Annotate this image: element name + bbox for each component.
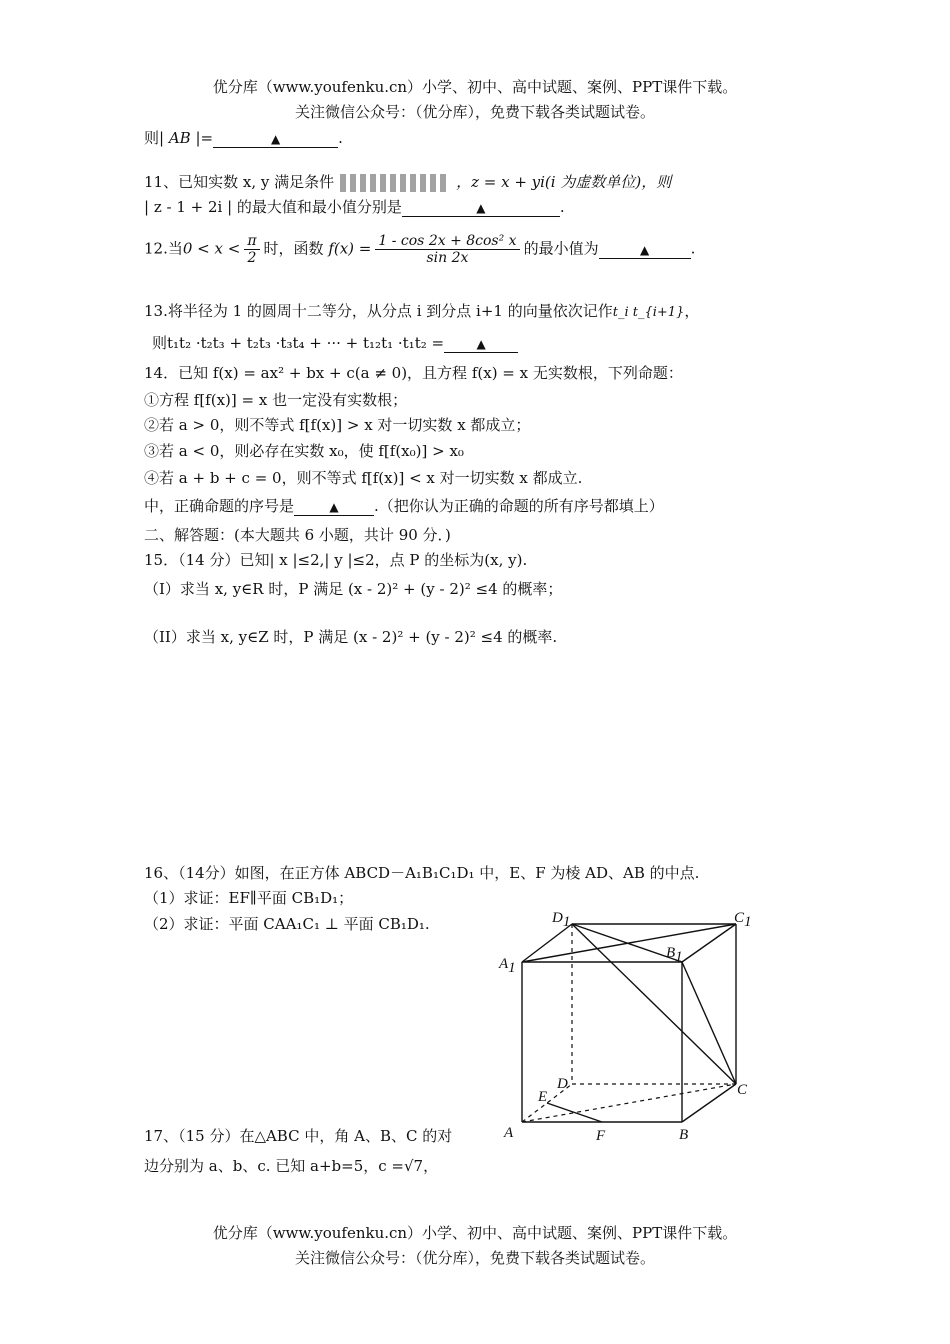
segment-EF: [547, 1103, 602, 1122]
edge-BC: [682, 1084, 736, 1122]
q12-text-1: 12.当: [144, 239, 183, 258]
section-2-heading: 二、解答题：(本大题共 6 小题，共计 90 分．): [144, 526, 451, 544]
q14-tail: [144, 495, 664, 516]
q12-end: .: [690, 239, 696, 258]
q13-text-2: ，: [684, 302, 700, 320]
q11-text-1: 11、已知实数 x, y 满足条件: [144, 173, 335, 191]
label-B1: B1: [666, 945, 683, 965]
q10-answer-blank: [213, 129, 338, 148]
diag-D1C: [572, 924, 736, 1084]
edge-B1C1: [682, 924, 736, 962]
q10-answer-line: [144, 127, 343, 148]
diag-B1C: [682, 962, 736, 1084]
label-E: E: [538, 1089, 548, 1105]
label-D1: D1: [552, 910, 571, 930]
q14-item-3: ③若 a < 0，则必存在实数 x₀，使 f[f(x₀)] > x₀: [144, 442, 464, 460]
q15-part-1: （I）求当 x, y∈R 时，P 满足 (x - 2)² + (y - 2)² ≤4 的概率；: [144, 580, 563, 598]
frac-num: π: [244, 233, 259, 250]
answer-mark: ▲: [270, 132, 281, 146]
header-line-2: 关注微信公众号：（优分库），免费下载各类试题试卷。: [294, 103, 655, 121]
q14-item-1: ①方程 f[f(x)] = x 也一定没有实数根；: [144, 391, 408, 409]
q10-end: .: [338, 129, 343, 147]
answer-mark: ▲: [639, 242, 650, 257]
pi-over-2-fraction: [244, 233, 259, 266]
q10-expr: | AB |=: [159, 129, 214, 147]
q11-text-2: ，z = x + yi(i 为虚数单位)，则: [456, 173, 672, 191]
label-B: B: [679, 1127, 689, 1143]
footer-line-1: 优分库（www.youfenku.cn）小学、初中、高中试题、案例、PPT课件下载。: [212, 1224, 738, 1242]
q11-line-2: [144, 196, 565, 217]
label-A1: A1: [499, 956, 516, 976]
q14-answer-blank: [294, 497, 374, 516]
q10-prefix: 则: [144, 129, 160, 147]
q12-line: [144, 233, 695, 266]
cube-figure: [490, 900, 760, 1150]
answer-mark: ▲: [329, 500, 339, 514]
label-D: D: [557, 1076, 568, 1092]
answer-mark: ▲: [476, 201, 486, 215]
constraint-system-image: [340, 174, 450, 192]
q16-part-1: （1）求证：EF∥平面 CB₁D₁；: [144, 889, 354, 907]
q14-stem: 14．已知 f(x) = ax² + bx + c(a ≠ 0)，且方程 f(x) = x 无实数根，下列命题：: [144, 364, 683, 382]
q15-part-2: （II）求当 x, y∈Z 时，P 满足 (x - 2)² + (y - 2)² ≤4 的概率.: [144, 628, 558, 646]
frac-den: sin 2x: [426, 250, 469, 266]
q13-text-3: 则t₁t₂ ·t₂t₃ + t₂t₃ ·t₃t₄ + ··· + t₁₂t₁ ·t₁t₂ =: [152, 334, 445, 352]
q13-answer-blank: [444, 334, 518, 353]
header-line-1: 优分库（www.youfenku.cn）小学、初中、高中试题、案例、PPT课件下载。: [212, 78, 738, 96]
q12-function: f(x) =: [328, 239, 372, 258]
q14-tail-note: .（把你认为正确的命题的所有序号都填上）: [374, 497, 664, 515]
q13-vector: t_i t_{i+1}: [612, 305, 685, 320]
frac-den: 2: [247, 250, 257, 266]
q16-part-2: （2）求证：平面 CAA₁C₁ ⊥ 平面 CB₁D₁.: [144, 915, 430, 933]
q13-line-1: [144, 300, 699, 321]
function-fraction: [375, 233, 519, 266]
q12-condition: 0 < x <: [182, 239, 241, 258]
label-C1: C1: [734, 910, 752, 930]
q11-line-1: [144, 171, 671, 192]
label-F: F: [596, 1128, 606, 1144]
q11-end: .: [559, 198, 565, 216]
label-A: A: [504, 1125, 514, 1141]
q11-text-3: | z - 1 + 2i | 的最大值和最小值分别是: [144, 198, 402, 216]
hidden-diag-AC: [522, 1084, 736, 1122]
q12-answer-blank: [599, 240, 691, 259]
q17-line-1: 17、（15 分）在△ABC 中，角 A、B、C 的对: [144, 1127, 453, 1145]
q12-text-3: 的最小值为: [523, 239, 599, 258]
q14-item-2: ②若 a > 0，则不等式 f[f(x)] > x 对一切实数 x 都成立；: [144, 416, 531, 434]
q15-stem: 15．（14 分）已知| x |≤2,| y |≤2，点 P 的坐标为(x, y).: [144, 551, 528, 569]
footer-line-2: 关注微信公众号：（优分库），免费下载各类试题试卷。: [294, 1249, 655, 1267]
q12-text-2: 时，函数: [263, 239, 324, 258]
q13-text-1: 13.将半径为 1 的圆周十二等分，从分点 i 到分点 i+1 的向量依次记作: [144, 302, 613, 320]
q11-answer-blank: [402, 198, 560, 217]
q14-tail-text: 中，正确命题的序号是: [144, 497, 295, 515]
q13-line-2: [152, 332, 518, 353]
q16-stem: 16、（14分）如图，在正方体 ABCD－A₁B₁C₁D₁ 中，E、F 为棱 AD、AB 的中点.: [144, 864, 700, 882]
label-C: C: [737, 1082, 748, 1098]
q14-item-4: ④若 a + b + c = 0，则不等式 f[f(x)] < x 对一切实数 x 都成立.: [144, 469, 583, 487]
answer-mark: ▲: [476, 337, 486, 351]
frac-num: 1 - cos 2x + 8cos² x: [375, 233, 519, 250]
q17-line-2: 边分别为 a、b、c. 已知 a+b=5，c =√7，: [144, 1157, 439, 1175]
